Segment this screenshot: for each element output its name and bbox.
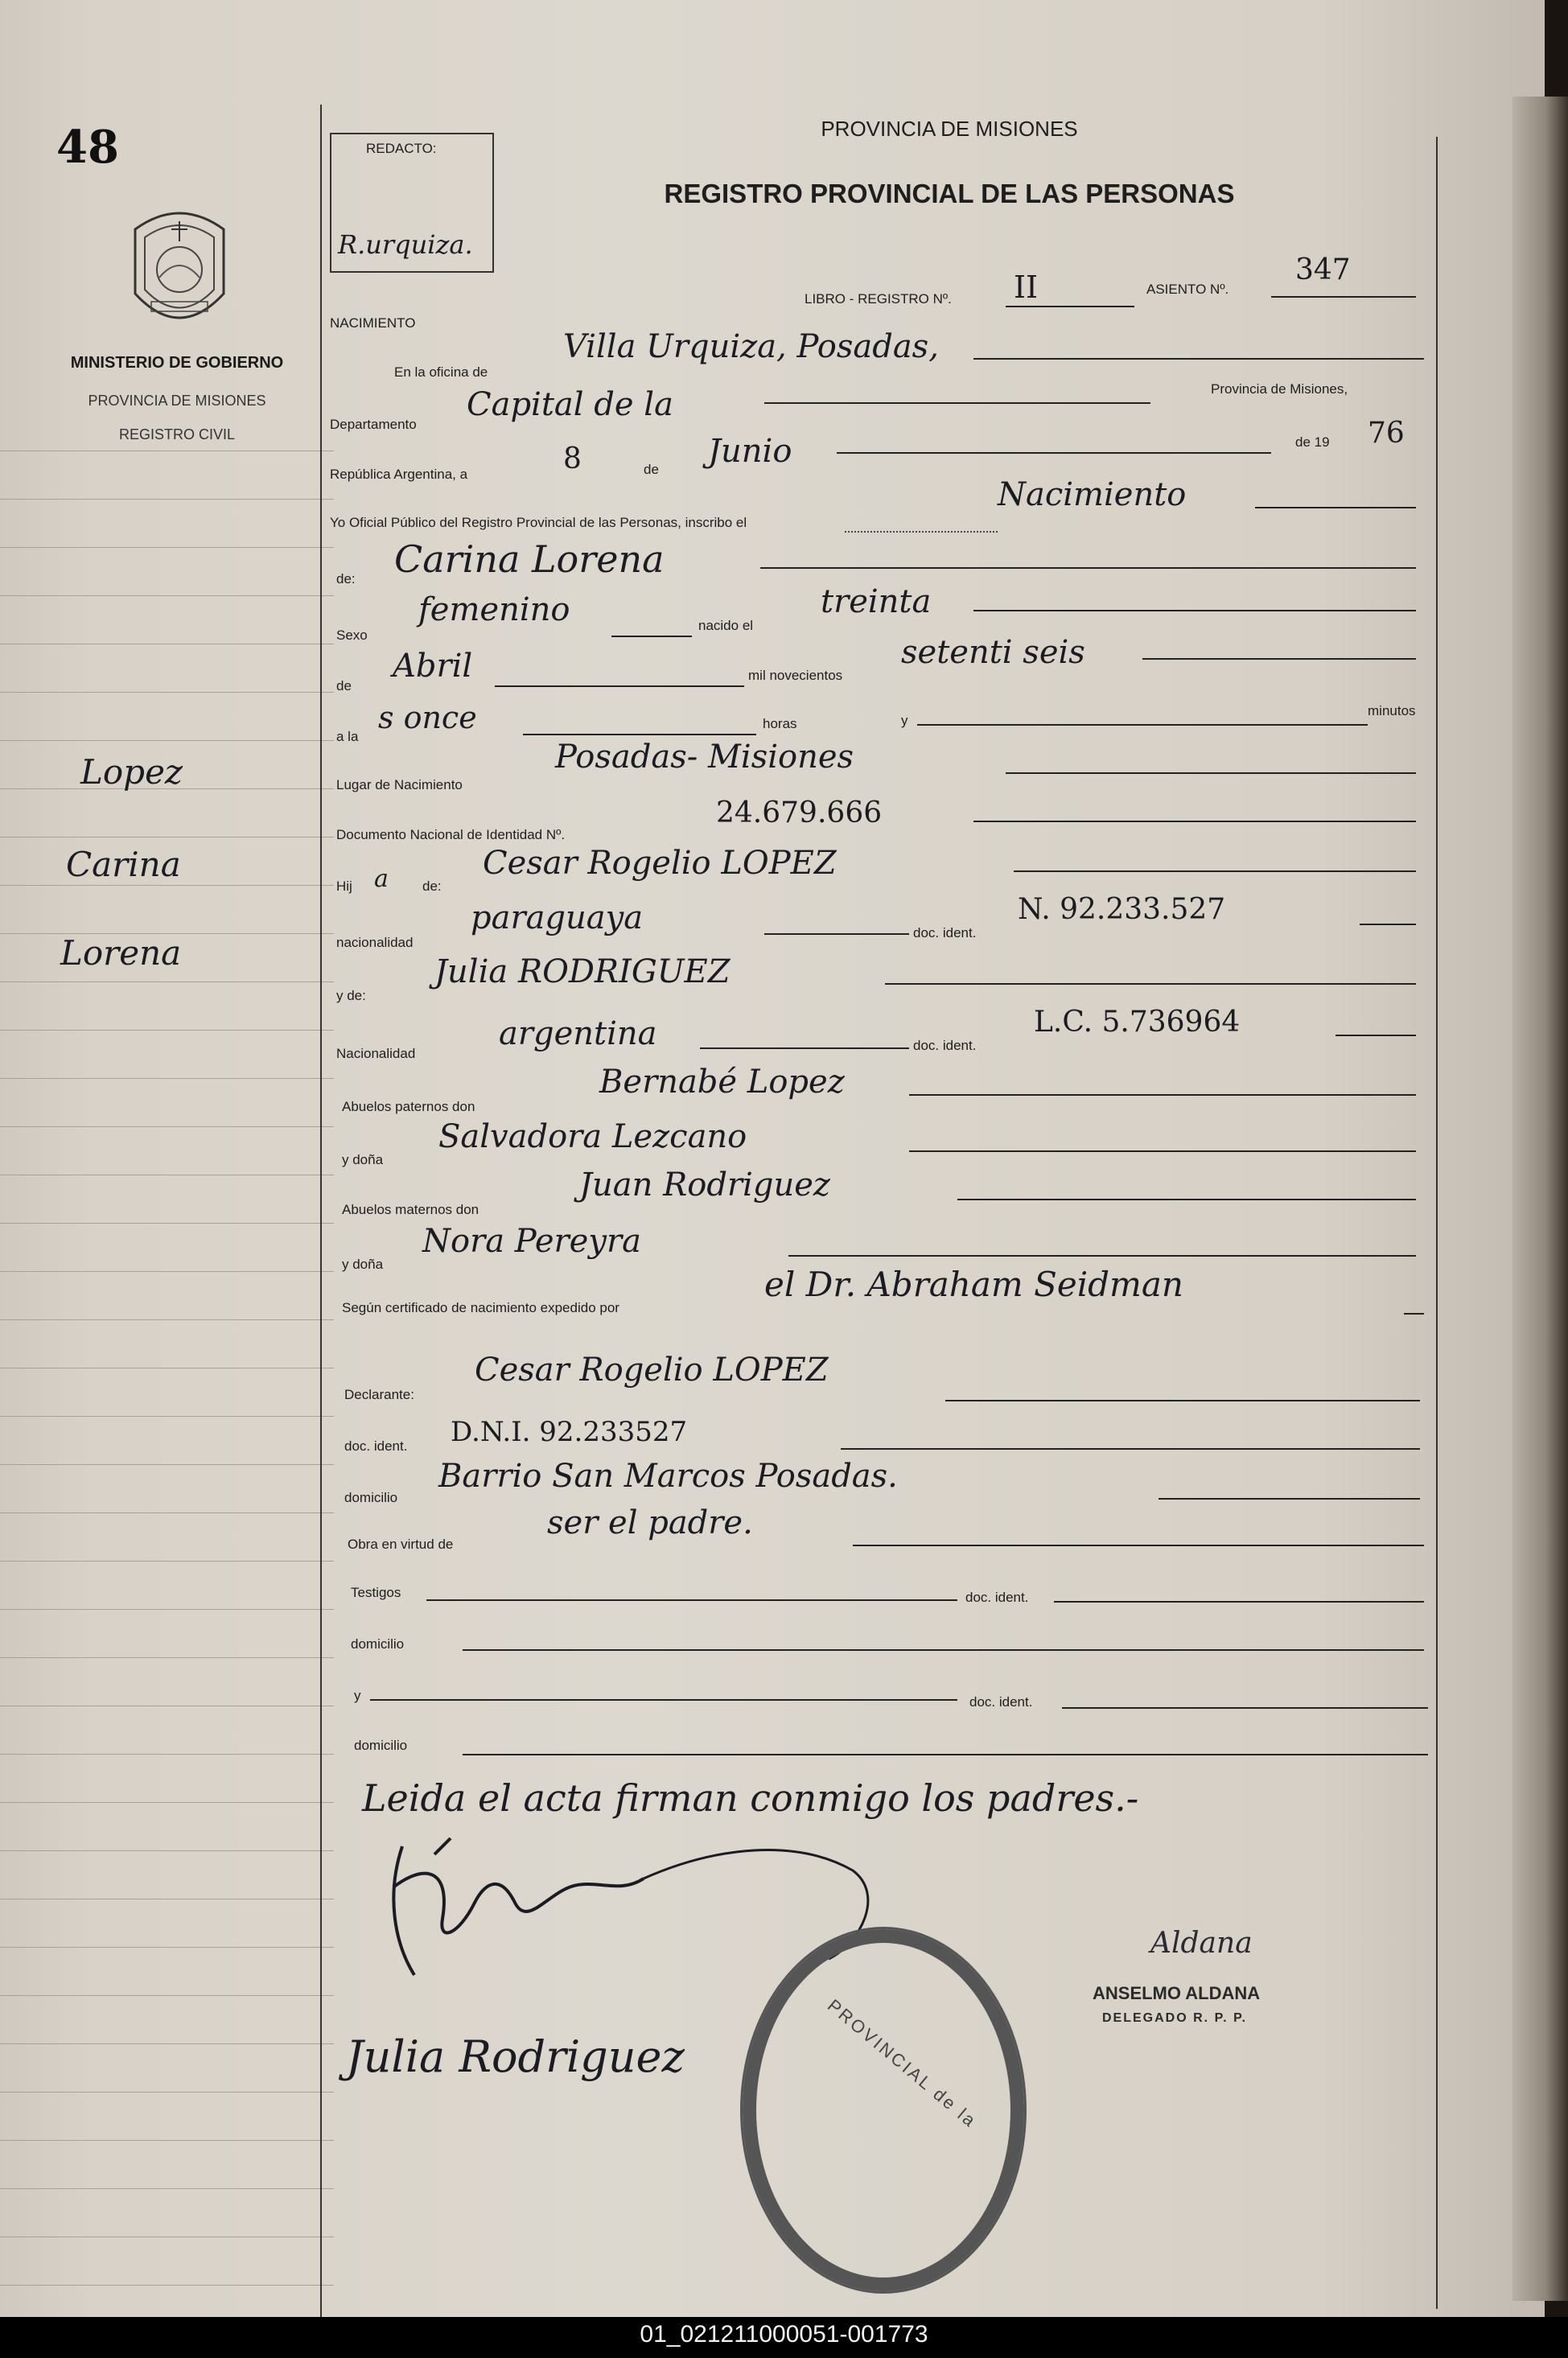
asiento-value: 347 bbox=[1295, 253, 1351, 286]
dni-value: 24.679.666 bbox=[716, 796, 883, 829]
ministry-province: PROVINCIA DE MISIONES bbox=[88, 393, 266, 409]
sexo-value: femenino bbox=[418, 591, 570, 628]
header-province: PROVINCIA DE MISIONES bbox=[821, 117, 1078, 141]
republica-label: República Argentina, a bbox=[330, 467, 468, 482]
libro-value: II bbox=[1014, 270, 1039, 305]
libro-label: LIBRO - REGISTRO Nº. bbox=[805, 291, 952, 307]
y-dona-materna-label: y doña bbox=[342, 1257, 384, 1272]
doc-ident-madre-label: doc. ident. bbox=[913, 1038, 977, 1053]
sexo-label: Sexo bbox=[336, 628, 368, 643]
domicilio-testigo-2-label: domicilio bbox=[354, 1738, 408, 1753]
ministry-office: REGISTRO CIVIL bbox=[118, 426, 236, 442]
doc-ident-testigo-2-label: doc. ident. bbox=[969, 1694, 1033, 1710]
page-edge-shadow bbox=[1512, 97, 1568, 2301]
mother-signature: Julia Rodriguez bbox=[346, 2031, 685, 2082]
domicilio-label: domicilio bbox=[344, 1490, 398, 1505]
footer-id: 01_021211000051-001773 bbox=[640, 2321, 928, 2348]
doc-padre-value: N. 92.233.527 bbox=[1018, 893, 1226, 926]
abuela-paterna-value: Salvadora Lezcano bbox=[438, 1118, 747, 1155]
nacionalidad-madre-label: Nacionalidad bbox=[336, 1046, 416, 1061]
declarante-label: Declarante: bbox=[344, 1387, 414, 1402]
abuelos-paternos-label: Abuelos paternos don bbox=[342, 1099, 475, 1114]
obra-label: Obra en virtud de bbox=[348, 1537, 454, 1552]
delegate-name: ANSELMO ALDANA bbox=[1093, 1983, 1261, 2003]
anio-nac-value: setenti seis bbox=[901, 634, 1085, 671]
margin-note-name-1: Carina bbox=[66, 845, 181, 884]
departamento-label: Departamento bbox=[330, 417, 417, 432]
folio-number: 48 bbox=[56, 121, 119, 174]
nacionalidad-madre-value: argentina bbox=[499, 1015, 657, 1052]
header-registry: REGISTRO PROVINCIAL DE LAS PERSONAS bbox=[664, 179, 1235, 208]
acto-value: Nacimiento bbox=[998, 476, 1187, 513]
testigos-label: Testigos bbox=[351, 1585, 401, 1600]
hijo-label: Hij bbox=[336, 879, 352, 894]
redacto-value: R.urquiza. bbox=[338, 229, 473, 260]
domicilio-testigo-label: domicilio bbox=[351, 1636, 405, 1652]
dia-nac-value: treinta bbox=[821, 583, 932, 620]
certificado-value: el Dr. Abraham Seidman bbox=[764, 1265, 1183, 1304]
doc-declarante-value: D.N.I. 92.233527 bbox=[451, 1416, 688, 1448]
nacionalidad-padre-label: nacionalidad bbox=[336, 935, 414, 950]
anio-value: 76 bbox=[1368, 417, 1405, 450]
doc-ident-testigo-label: doc. ident. bbox=[965, 1590, 1029, 1605]
stamp-text: PROVINCIAL de la bbox=[823, 1995, 982, 2132]
declarante-value: Cesar Rogelio LOPEZ bbox=[475, 1352, 829, 1389]
departamento-value: Capital de la bbox=[467, 386, 673, 423]
redacto-label: REDACTO: bbox=[366, 141, 437, 156]
provincia-suffix: Provincia de Misiones, bbox=[1211, 381, 1348, 397]
abuelos-maternos-value: Juan Rodriguez bbox=[579, 1167, 830, 1204]
hijo-de-label: de: bbox=[422, 879, 442, 894]
asiento-label: ASIENTO Nº. bbox=[1146, 282, 1229, 297]
hijo-suffix: a bbox=[374, 865, 389, 893]
delegate-title: DELEGADO R. P. P. bbox=[1102, 2011, 1248, 2025]
lugar-label: Lugar de Nacimiento bbox=[336, 777, 463, 792]
abuelos-paternos-value: Bernabé Lopez bbox=[599, 1064, 845, 1101]
hora-value: s once bbox=[378, 700, 477, 735]
certificado-label: Según certificado de nacimiento expedido por bbox=[342, 1300, 619, 1315]
delegate-signature: Aldana bbox=[1150, 1927, 1253, 1960]
domicilio-value: Barrio San Marcos Posadas. bbox=[438, 1458, 898, 1495]
right-border-line bbox=[1436, 137, 1438, 2309]
dni-label: Documento Nacional de Identidad Nº. bbox=[336, 827, 566, 842]
oficial-label: Yo Oficial Público del Registro Provincial de las Personas, inscribo el bbox=[330, 515, 747, 530]
oficina-value: Villa Urquiza, Posadas, bbox=[563, 328, 939, 365]
obra-value: ser el padre. bbox=[547, 1504, 753, 1541]
de-label: de bbox=[644, 462, 659, 477]
padre-value: Cesar Rogelio LOPEZ bbox=[483, 845, 837, 882]
horas-label: horas bbox=[763, 716, 797, 731]
mil-label: mil novecientos bbox=[748, 668, 843, 683]
margin-divider-line bbox=[320, 105, 322, 2317]
y-testigo-label: y bbox=[354, 1688, 361, 1703]
doc-madre-value: L.C. 5.736964 bbox=[1034, 1006, 1241, 1039]
ministry-title: MINISTERIO DE GOBIERNO bbox=[70, 354, 284, 372]
nombre-value: Carina Lorena bbox=[394, 537, 665, 581]
official-stamp bbox=[740, 1927, 1027, 2294]
mes-value: Junio bbox=[708, 433, 792, 470]
coat-of-arms-icon bbox=[119, 205, 240, 342]
minutos-label: minutos bbox=[1368, 703, 1416, 718]
anio-prefix: de 19 bbox=[1295, 434, 1330, 450]
nacido-label: nacido el bbox=[698, 618, 754, 633]
de-mes-label: de bbox=[336, 678, 352, 693]
lugar-value: Posadas- Misiones bbox=[555, 739, 854, 776]
doc-ident-padre-label: doc. ident. bbox=[913, 925, 977, 940]
oficina-label: En la oficina de bbox=[394, 364, 488, 380]
nacionalidad-padre-value: paraguaya bbox=[471, 899, 644, 936]
y-de-label: y de: bbox=[336, 988, 366, 1003]
y-dona-paterna-label: y doña bbox=[342, 1152, 384, 1167]
margin-note-name-2: Lorena bbox=[60, 933, 182, 973]
dia-value: 8 bbox=[563, 442, 582, 475]
madre-value: Julia RODRIGUEZ bbox=[434, 953, 730, 990]
leida-acta-value: Leida el acta firman conmigo los padres.- bbox=[362, 1776, 1139, 1820]
ala-label: a la bbox=[336, 729, 359, 744]
de-nombre-label: de: bbox=[336, 571, 356, 586]
section-label: NACIMIENTO bbox=[330, 315, 416, 331]
mes-nac-value: Abril bbox=[393, 648, 473, 685]
abuelos-maternos-label: Abuelos maternos don bbox=[342, 1202, 479, 1217]
abuela-materna-value: Nora Pereyra bbox=[422, 1223, 641, 1260]
y-hora-label: y bbox=[901, 713, 908, 728]
doc-declarante-label: doc. ident. bbox=[344, 1438, 408, 1454]
margin-note-surname: Lopez bbox=[80, 752, 183, 792]
